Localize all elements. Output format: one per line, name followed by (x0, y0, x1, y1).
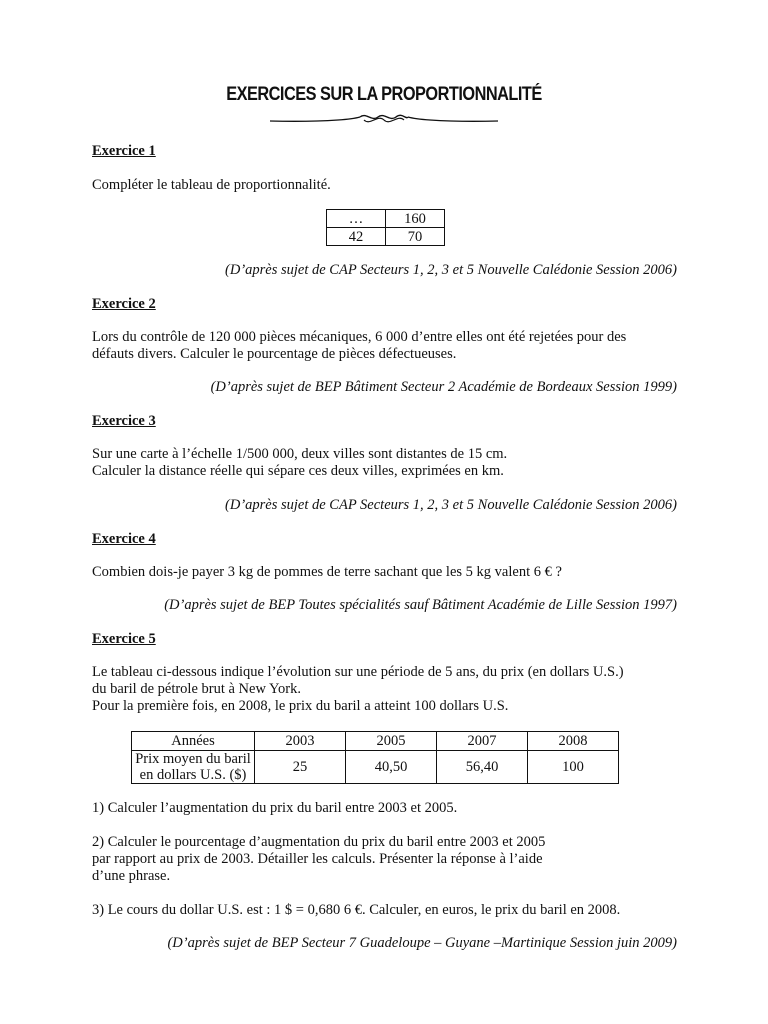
table-row-label (132, 751, 255, 784)
oil-price-table (131, 731, 619, 784)
exercise-5-line-1: Le tableau ci-dessous indique l’évolution sur une période de 5 ans, du prix (en dollars U.S.) (92, 664, 624, 680)
exercise-3-heading: Exercice 3 (92, 413, 156, 429)
exercise-5-question-2-line-3: d’une phrase. (92, 868, 171, 884)
table-year-cell: 2007 (437, 732, 528, 751)
exercise-1-heading: Exercice 1 (92, 143, 156, 159)
table-cell: 42 (327, 228, 386, 246)
table-cell: 160 (386, 210, 445, 228)
table-cell: 70 (386, 228, 445, 246)
exercise-2-source: (D’après sujet de BEP Bâtiment Secteur 2 Académie de Bordeaux Session 1999) (210, 379, 677, 395)
exercise-3-line-2: Calculer la distance réelle qui sépare ces deux villes, exprimées en km. (92, 463, 504, 479)
exercise-2-heading: Exercice 2 (92, 296, 156, 312)
table-cell: … (327, 210, 386, 228)
exercise-1-text: Compléter le tableau de proportionnalité. (92, 177, 331, 193)
table-price-cell: 40,50 (346, 751, 437, 784)
page-title: EXERCICES SUR LA PROPORTIONNALITÉ (226, 84, 542, 105)
exercise-1-source: (D’après sujet de CAP Secteurs 1, 2, 3 et 5 Nouvelle Calédonie Session 2006) (225, 262, 677, 278)
exercise-5-source: (D’après sujet de BEP Secteur 7 Guadeloupe – Guyane –Martinique Session juin 2009) (167, 935, 677, 951)
exercise-5-question-3: 3) Le cours du dollar U.S. est : 1 $ = 0,680 6 €. Calculer, en euros, le prix du baril en 2008. (92, 902, 621, 918)
exercise-5-line-3: Pour la première fois, en 2008, le prix du baril a atteint 100 dollars U.S. (92, 698, 509, 714)
exercise-2-line-1: Lors du contrôle de 120 000 pièces mécaniques, 6 000 d’entre elles ont été rejetées pour des (92, 329, 627, 345)
exercise-5-line-2: du baril de pétrole brut à New York. (92, 681, 301, 697)
table-year-cell: 2005 (346, 732, 437, 751)
exercise-4-source: (D’après sujet de BEP Toutes spécialités sauf Bâtiment Académie de Lille Session 1997) (164, 597, 677, 613)
table-price-cell: 56,40 (437, 751, 528, 784)
exercise-4-text: Combien dois-je payer 3 kg de pommes de terre sachant que les 5 kg valent 6 € ? (92, 564, 562, 580)
exercise-5-question-2-line-2: par rapport au prix de 2003. Détailler les calculs. Présenter la réponse à l’aide (92, 851, 543, 867)
proportionality-table (326, 209, 445, 246)
exercise-4-heading: Exercice 4 (92, 531, 156, 547)
exercise-2-line-2: défauts divers. Calculer le pourcentage de pièces défectueuses. (92, 346, 457, 362)
table-price-cell: 100 (528, 751, 619, 784)
table-row-label-line-2: en dollars U.S. ($) (139, 767, 247, 783)
exercise-5-heading: Exercice 5 (92, 631, 156, 647)
exercise-3-line-1: Sur une carte à l’échelle 1/500 000, deux villes sont distantes de 15 cm. (92, 446, 508, 462)
table-header-label: Années (132, 732, 255, 751)
title-ornament-divider (268, 108, 500, 132)
table-year-cell: 2003 (255, 732, 346, 751)
table-row-label-line-1: Prix moyen du baril (135, 751, 251, 767)
exercise-3-source: (D’après sujet de CAP Secteurs 1, 2, 3 et 5 Nouvelle Calédonie Session 2006) (225, 497, 677, 513)
table-price-cell: 25 (255, 751, 346, 784)
table-year-cell: 2008 (528, 732, 619, 751)
exercise-5-question-1: 1) Calculer l’augmentation du prix du baril entre 2003 et 2005. (92, 800, 458, 816)
exercise-5-question-2-line-1: 2) Calculer le pourcentage d’augmentation du prix du baril entre 2003 et 2005 (92, 834, 546, 850)
